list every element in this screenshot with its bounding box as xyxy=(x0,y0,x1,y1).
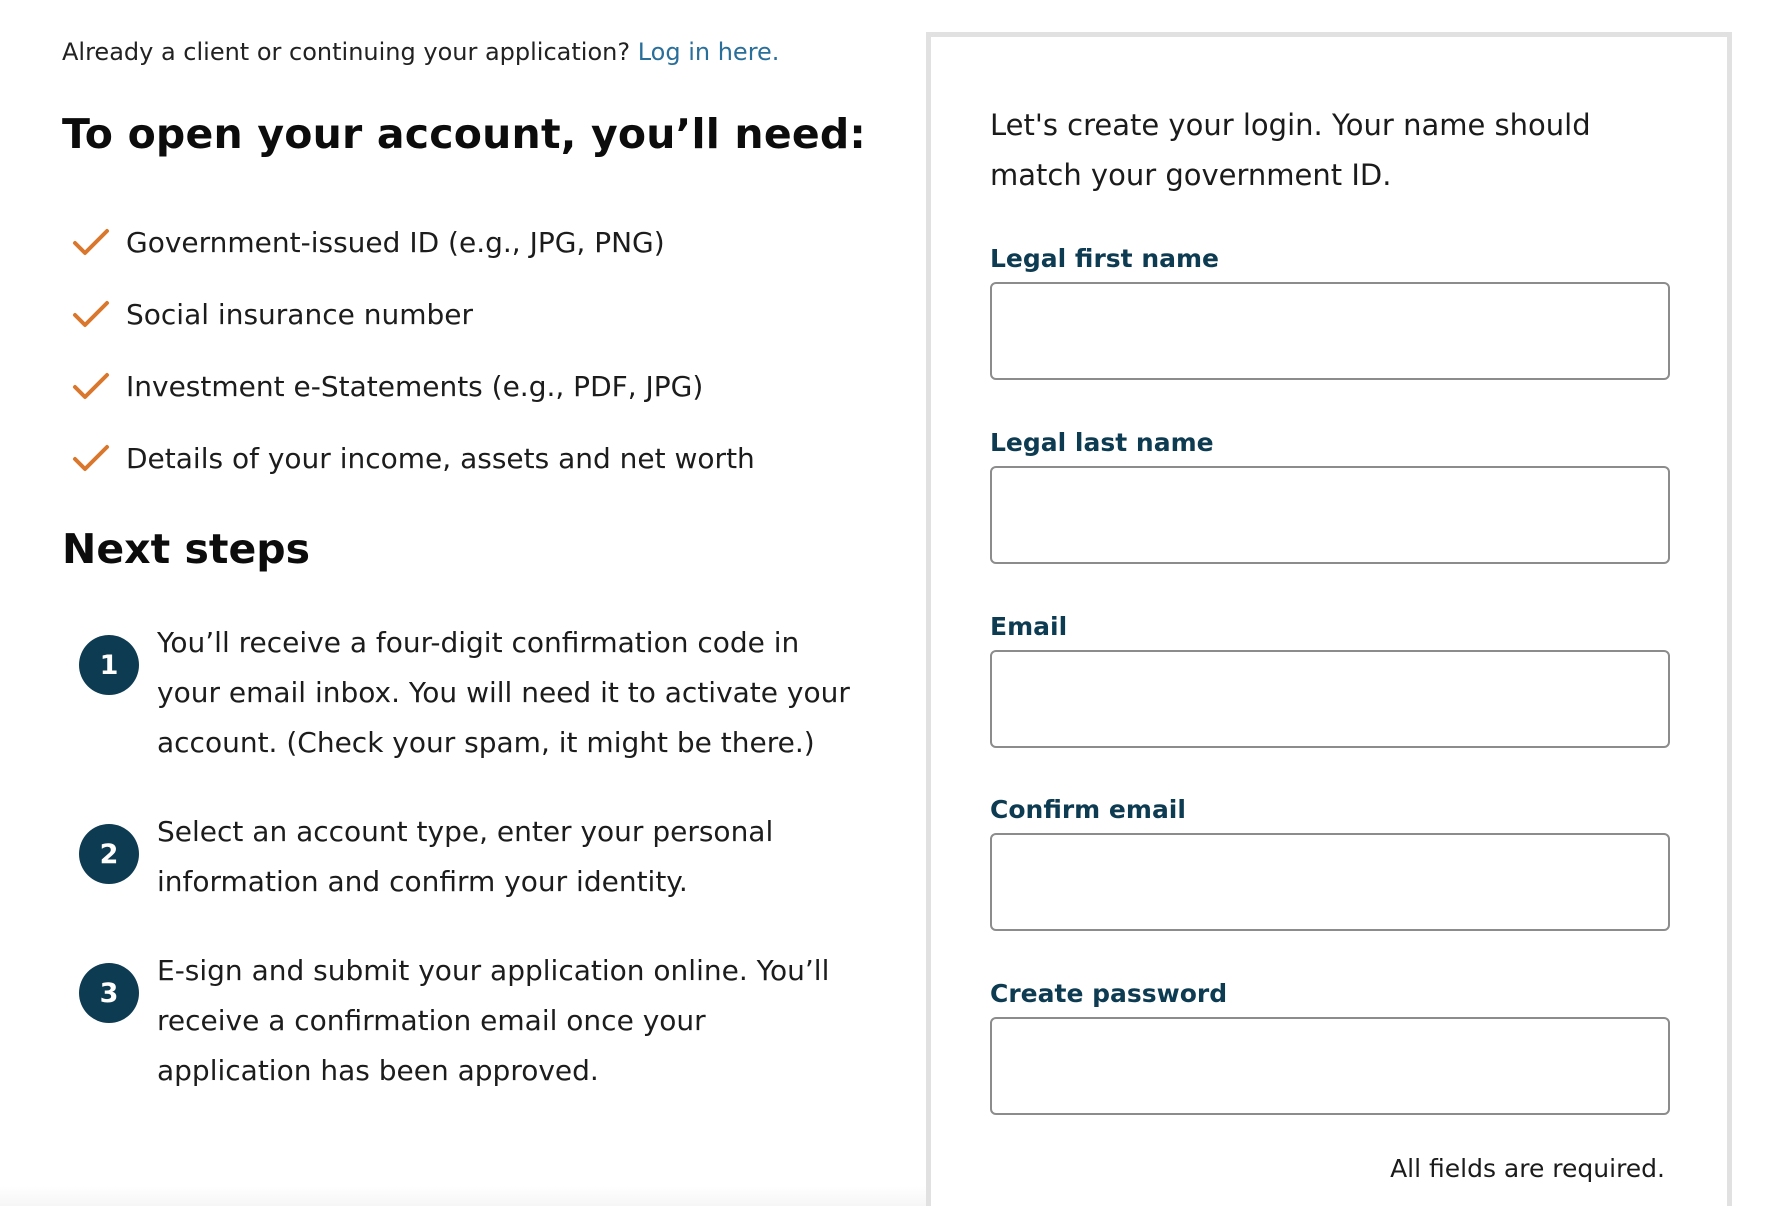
email-input[interactable] xyxy=(990,650,1670,748)
checkmark-icon xyxy=(72,226,110,258)
requirement-label: Investment e-Statements (e.g., PDF, JPG) xyxy=(126,369,704,403)
next-step-2 xyxy=(79,807,862,907)
email-label: Email xyxy=(990,612,1068,641)
checkmark-icon xyxy=(72,442,110,474)
step-number-badge: 3 xyxy=(79,963,139,1023)
confirm-email-input[interactable] xyxy=(990,833,1670,931)
checkmark-icon xyxy=(72,370,110,402)
requirement-item xyxy=(62,422,755,494)
required-fields-note: All fields are required. xyxy=(1390,1154,1665,1183)
password-label: Create password xyxy=(990,979,1228,1008)
next-steps-heading: Next steps xyxy=(62,525,311,573)
checkmark-icon xyxy=(72,298,110,330)
requirement-item xyxy=(62,350,755,422)
login-prompt xyxy=(62,38,779,66)
first-name-input[interactable] xyxy=(990,282,1670,380)
step-number-badge: 2 xyxy=(79,824,139,884)
requirements-list xyxy=(62,206,755,494)
login-link[interactable]: Log in here. xyxy=(637,38,780,66)
next-step-1 xyxy=(79,618,862,768)
requirement-label: Government-issued ID (e.g., JPG, PNG) xyxy=(126,225,665,259)
form-intro: Let's create your login. Your name should match your government ID. xyxy=(990,108,1591,192)
password-input[interactable] xyxy=(990,1017,1670,1115)
requirement-item xyxy=(62,206,755,278)
step-description: E-sign and submit your application online. You’ll receive a confirmation email once your application has been approved. xyxy=(157,954,830,1087)
requirement-item xyxy=(62,278,755,350)
requirements-heading: To open your account, you’ll need: xyxy=(62,110,866,158)
requirement-label: Social insurance number xyxy=(126,297,473,331)
requirement-label: Details of your income, assets and net worth xyxy=(126,441,755,475)
page-bottom-edge xyxy=(0,1186,926,1206)
step-description: You’ll receive a four-digit confirmation code in your email inbox. You will need it to activate your account. (Check your spam, it might be there.) xyxy=(157,626,850,759)
last-name-label: Legal last name xyxy=(990,428,1214,457)
first-name-label: Legal first name xyxy=(990,244,1219,273)
last-name-input[interactable] xyxy=(990,466,1670,564)
next-step-3 xyxy=(79,946,862,1096)
create-login-panel xyxy=(926,32,1732,1206)
confirm-email-label: Confirm email xyxy=(990,795,1186,824)
login-prompt-text: Already a client or continuing your application? xyxy=(62,38,638,66)
step-description: Select an account type, enter your personal information and confirm your identity. xyxy=(157,815,774,898)
step-number-badge: 1 xyxy=(79,635,139,695)
